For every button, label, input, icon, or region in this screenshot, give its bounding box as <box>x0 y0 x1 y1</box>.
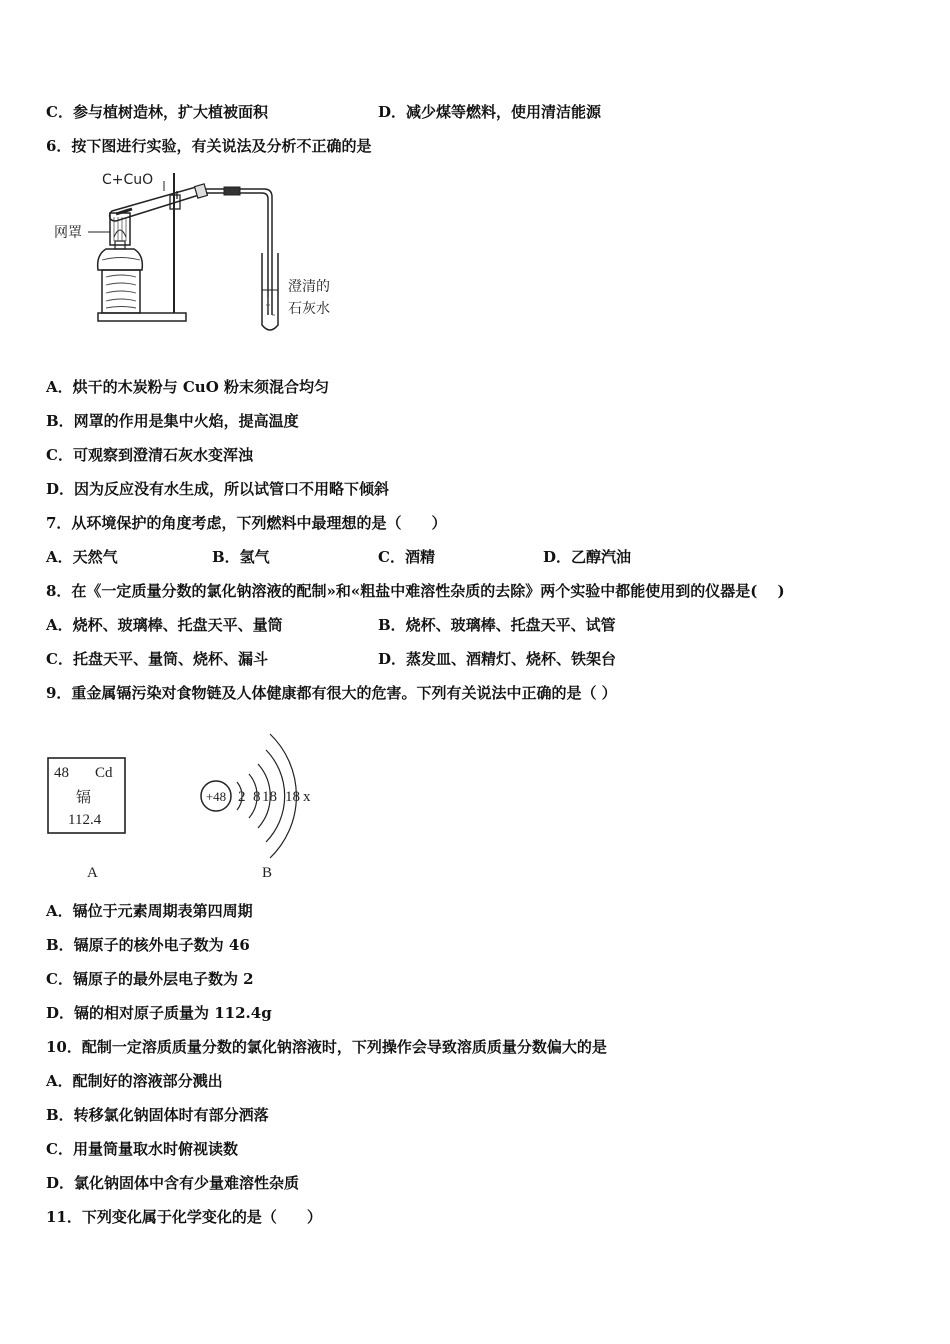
q9-option-d: D．镉的相对原子质量为 112.4g <box>46 1004 272 1022</box>
q10-option-b: B．转移氯化钠固体时有部分洒落 <box>46 1106 269 1124</box>
shell-4: 18 <box>285 789 300 805</box>
element-symbol: Cd <box>95 765 113 781</box>
q6-apparatus-figure <box>46 165 366 340</box>
limewater-test-tube <box>262 253 278 330</box>
q6-option-b: B．网罩的作用是集中火焰，提高温度 <box>46 412 299 430</box>
caption-a: A <box>87 865 98 881</box>
atomic-number: 48 <box>54 765 69 781</box>
shell-3: 18 <box>262 789 277 805</box>
q8-option-b: B．烧杯、玻璃棒、托盘天平、试管 <box>378 616 616 634</box>
q6-option-c: C．可观察到澄清石灰水变浑浊 <box>46 446 253 464</box>
q10-option-d: D．氯化钠固体中含有少量难溶性杂质 <box>46 1174 300 1192</box>
shell-5: x <box>303 789 311 805</box>
reactants-label: C+CuO <box>102 172 154 188</box>
q6-option-d: D．因为反应没有水生成，所以试管口不用略下倾斜 <box>46 480 390 498</box>
q5-option-c: C．参与植树造林，扩大植被面积 <box>46 103 268 121</box>
q10-option-c: C．用量筒量取水时俯视读数 <box>46 1140 238 1158</box>
shell-1: 2 <box>238 789 246 805</box>
q9-option-a: A．镉位于元素周期表第四周期 <box>46 902 253 920</box>
atomic-mass: 112.4 <box>68 812 102 828</box>
gauze-label: 网罩 <box>54 225 82 241</box>
limewater-label-1: 澄清的 <box>288 279 330 295</box>
q8-option-c: C．托盘天平、量筒、烧杯、漏斗 <box>46 650 268 668</box>
q9-option-c: C．镉原子的最外层电子数为 2 <box>46 970 254 988</box>
reaction-test-tube <box>110 187 199 221</box>
q9-stem: 9．重金属镉污染对食物链及人体健康都有很大的危害。下列有关说法中正确的是（ ） <box>46 684 617 702</box>
limewater-label-2: 石灰水 <box>288 301 330 317</box>
q7-option-d: D．乙醇汽油 <box>543 548 632 566</box>
shell-2: 8 <box>253 789 261 805</box>
element-name: 镉 <box>76 790 92 806</box>
q9-option-b: B．镉原子的核外电子数为 46 <box>46 936 250 954</box>
q8-option-a: A．烧杯、玻璃棒、托盘天平、量筒 <box>46 616 283 634</box>
q5-option-d: D．减少煤等燃料，使用清洁能源 <box>378 103 602 121</box>
q6-option-a: A．烘干的木炭粉与 CuO 粉末须混合均匀 <box>46 378 329 396</box>
q8-option-d: D．蒸发皿、酒精灯、烧杯、铁架台 <box>378 650 617 668</box>
nucleus-charge: +48 <box>205 789 227 804</box>
q7-stem: 7．从环境保护的角度考虑，下列燃料中最理想的是（ ） <box>46 514 447 532</box>
caption-b: B <box>262 865 273 881</box>
iron-stand-base <box>98 313 186 321</box>
q8-stem: 8．在《一定质量分数的氯化钠溶液的配制»和«粗盐中难溶性杂质的去除》两个实验中都能使用到的仪器是( ) <box>46 582 785 600</box>
q10-option-a: A．配制好的溶液部分溅出 <box>46 1072 223 1090</box>
q10-stem: 10．配制一定溶质质量分数的氯化钠溶液时，下列操作会导致溶质质量分数偏大的是 <box>46 1038 607 1056</box>
q9-cadmium-figure <box>40 720 340 885</box>
q7-option-c: C．酒精 <box>378 548 435 566</box>
q11-stem: 11．下列变化属于化学变化的是（ ） <box>46 1208 322 1226</box>
q7-option-a: A．天然气 <box>46 548 118 566</box>
q7-option-b: B．氢气 <box>212 548 270 566</box>
q6-stem: 6．按下图进行实验，有关说法及分析不正确的是 <box>46 137 372 155</box>
